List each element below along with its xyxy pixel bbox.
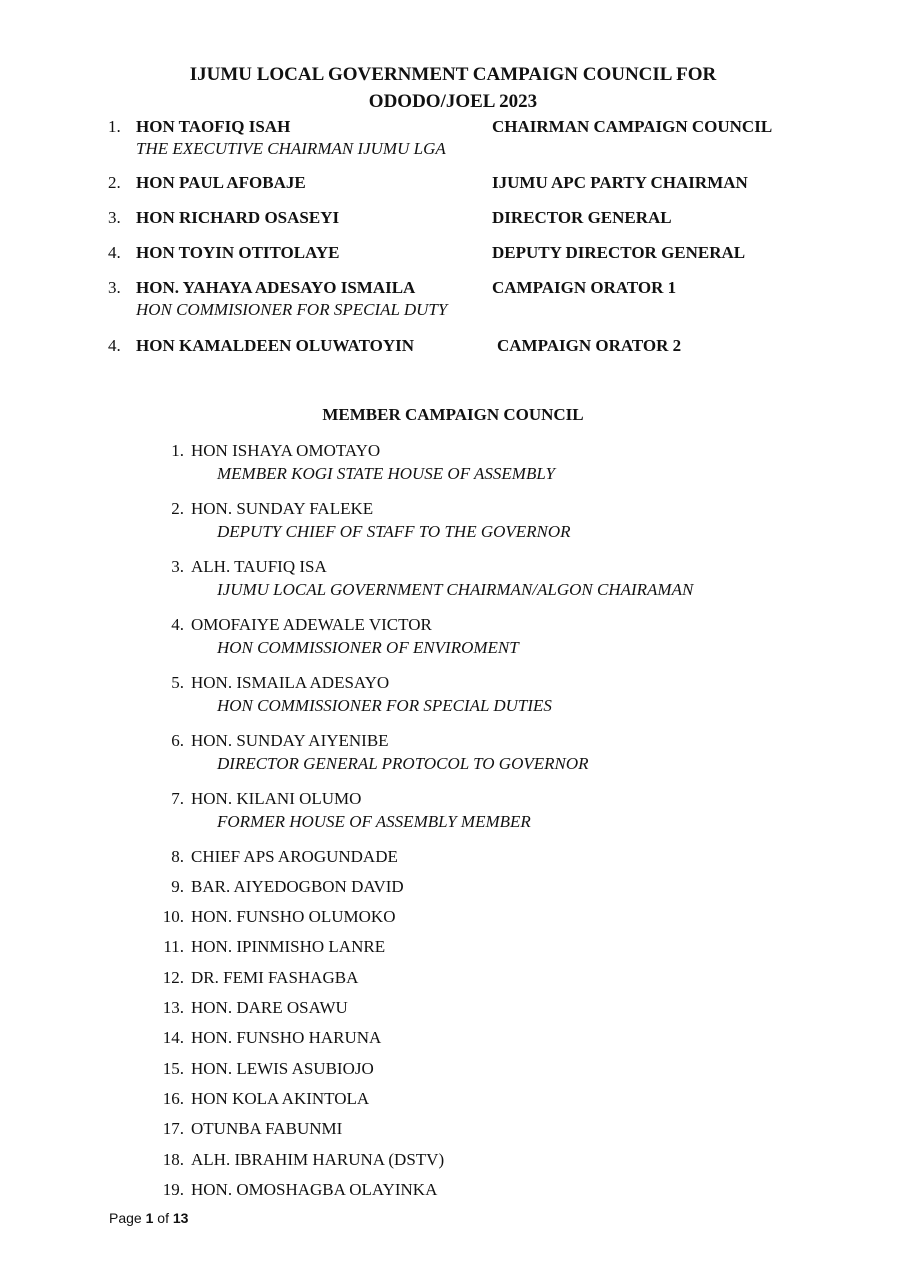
member-number: 3. [171,557,184,576]
officer-subtitle: THE EXECUTIVE CHAIRMAN IJUMU LGA [136,139,446,158]
member-number: 15. [162,1059,184,1078]
member-number: 6. [171,731,184,750]
officer-role: DIRECTOR GENERAL [492,208,672,227]
member-name: HON. LEWIS ASUBIOJO [191,1059,374,1078]
member-name: BAR. AIYEDOGBON DAVID [191,877,404,896]
member-name: HON ISHAYA OMOTAYO [191,441,381,460]
member-name: OMOFAIYE ADEWALE VICTOR [191,615,432,634]
member-description: FORMER HOUSE OF ASSEMBLY MEMBER [217,812,531,831]
member-number: 17. [162,1119,184,1138]
member-name: HON. IPINMISHO LANRE [191,937,386,956]
page-label: Page [109,1210,142,1226]
member-number: 13. [162,998,184,1017]
officer-name: HON TOYIN OTITOLAYE [136,243,340,262]
member-number: 19. [162,1180,184,1199]
page-number-footer [109,1210,188,1226]
member-number: 10. [162,907,184,926]
officer-role: CAMPAIGN ORATOR 1 [492,278,677,297]
member-number: 4. [171,615,184,634]
officer-name: HON KAMALDEEN OLUWATOYIN [136,336,415,355]
page-current: 1 [145,1210,154,1226]
officer-number: 3. [108,208,121,227]
member-name: HON. OMOSHAGBA OLAYINKA [191,1180,438,1199]
officer-name: HON TAOFIQ ISAH [136,117,291,136]
member-name: HON. SUNDAY AIYENIBE [191,731,389,750]
member-name: HON. FUNSHO HARUNA [191,1028,382,1047]
member-description: DEPUTY CHIEF OF STAFF TO THE GOVERNOR [217,522,571,541]
member-name: HON. ISMAILA ADESAYO [191,673,390,692]
officer-role: CAMPAIGN ORATOR 2 [497,336,682,355]
member-number: 2. [171,499,184,518]
officer-subtitle: HON COMMISIONER FOR SPECIAL DUTY [136,300,448,319]
member-name: HON KOLA AKINTOLA [191,1089,370,1108]
members-heading: MEMBER CAMPAIGN COUNCIL [322,405,584,424]
officer-name: HON PAUL AFOBAJE [136,173,306,192]
officer-role: DEPUTY DIRECTOR GENERAL [492,243,746,262]
page-of: of [157,1210,169,1226]
member-number: 12. [162,968,184,987]
officer-role: CHAIRMAN CAMPAIGN COUNCIL [492,117,773,136]
title-line-2: ODODO/JOEL 2023 [368,91,538,112]
member-number: 8. [171,847,184,866]
member-name: DR. FEMI FASHAGBA [191,968,359,987]
officer-number: 4. [108,336,121,355]
member-description: HON COMMISSIONER FOR SPECIAL DUTIES [217,696,552,715]
page-total: 13 [172,1210,189,1226]
member-number: 14. [162,1028,184,1047]
member-name: HON. KILANI OLUMO [191,789,362,808]
officer-name: HON RICHARD OSASEYI [136,208,340,227]
officer-role: IJUMU APC PARTY CHAIRMAN [492,173,748,192]
member-name: HON. DARE OSAWU [191,998,348,1017]
officer-number: 2. [108,173,121,192]
member-name: ALH. IBRAHIM HARUNA (DSTV) [191,1150,445,1169]
member-description: DIRECTOR GENERAL PROTOCOL TO GOVERNOR [217,754,589,773]
member-number: 7. [171,789,184,808]
member-description: IJUMU LOCAL GOVERNMENT CHAIRMAN/ALGON CHAIRAMAN [217,580,694,599]
title-line-1: IJUMU LOCAL GOVERNMENT CAMPAIGN COUNCIL FOR [189,64,717,85]
member-number: 9. [171,877,184,896]
member-name: CHIEF APS AROGUNDADE [191,847,398,866]
member-name: ALH. TAUFIQ ISA [191,557,327,576]
member-number: 18. [162,1150,184,1169]
member-number: 1. [171,441,184,460]
member-number: 11. [163,937,184,956]
member-description: HON COMMISSIONER OF ENVIROMENT [217,638,519,657]
officer-number: 4. [108,243,121,262]
officer-name: HON. YAHAYA ADESAYO ISMAILA [136,278,416,297]
member-number: 16. [162,1089,184,1108]
member-description: MEMBER KOGI STATE HOUSE OF ASSEMBLY [217,464,555,483]
officer-number: 3. [108,278,121,297]
member-name: HON. FUNSHO OLUMOKO [191,907,396,926]
member-number: 5. [171,673,184,692]
member-name: HON. SUNDAY FALEKE [191,499,374,518]
member-name: OTUNBA FABUNMI [191,1119,343,1138]
officer-number: 1. [108,117,121,136]
